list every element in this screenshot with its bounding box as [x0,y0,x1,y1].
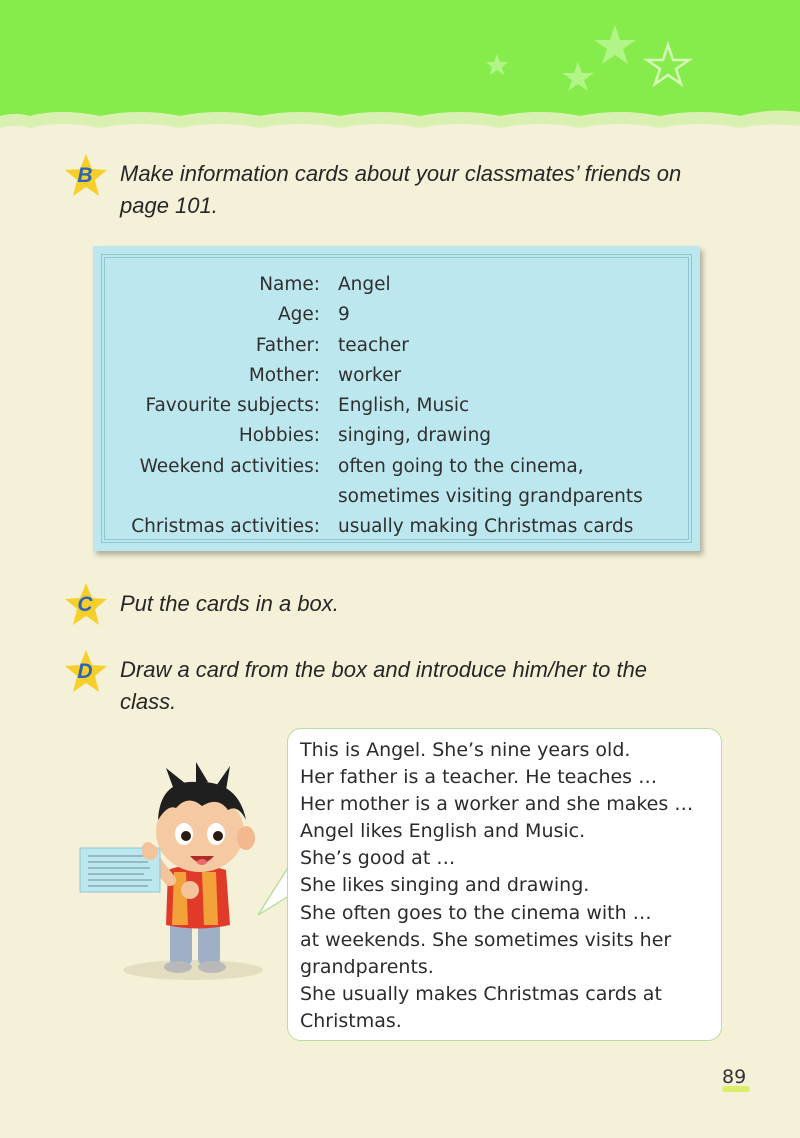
card-value: worker [338,364,402,386]
speech-line: She likes singing and drawing. [300,874,590,897]
section-badge-b [60,152,108,200]
card-row-mother [102,361,691,391]
card-label: Name: [259,274,320,295]
card-label: Weekend activities: [139,455,320,477]
card-value: usually making Christmas cards [338,516,634,538]
speech-line: Angel likes English and Music. [300,820,586,843]
boy-holding-card-icon [78,760,278,990]
card-value: singing, drawing [338,425,492,447]
information-card [93,246,700,551]
instruction-line: Make information cards about your classmates’ friends on [120,161,682,186]
card-value: English, Music [338,395,470,417]
section-badge-d [60,648,108,696]
instruction-d [120,654,740,718]
card-label: Hobbies: [238,425,320,447]
card-row-age [102,300,691,330]
instruction-line: page 101. [120,193,218,218]
speech-line: This is Angel. She’s nine years old. [300,739,631,761]
speech-line: Her mother is a worker and she makes … [300,793,694,816]
section-badge-c [60,581,108,629]
card-value: often going to the cinema, [338,455,584,477]
speech-line: She usually makes Christmas cards at [300,982,662,1005]
speech-line: Christmas. [300,1009,402,1032]
page-number: 89 [722,1066,747,1088]
speech-line: She often goes to the cinema with … [300,901,652,924]
card-row-christmas [102,512,691,542]
speech-text [300,737,721,1035]
card-row-father [102,331,691,361]
instruction-line: Put the cards in a box. [120,591,339,616]
instruction-c [120,588,740,620]
instruction-line: Draw a card from the box and introduce him/her to the [120,657,648,682]
section-letter: C [77,593,93,616]
card-label: Father: [255,334,320,356]
speech-line: grandparents. [300,955,434,978]
section-letter: D [77,660,93,683]
instruction-b [120,158,740,222]
card-label: Age: [277,304,320,326]
speech-line: Her father is a teacher. He teaches … [300,766,658,789]
card-row-weekend-cont [102,482,691,512]
card-label [102,482,338,512]
card-row-hobbies [102,421,691,451]
card-row-subjects [102,391,691,421]
card-row-name [102,270,691,300]
card-row-weekend [102,452,691,482]
header-band [0,0,800,150]
card-value: Angel [338,274,391,295]
card-value: sometimes visiting grandparents [338,486,643,508]
card-value: 9 [338,304,350,326]
section-letter: B [77,164,93,187]
card-label: Mother: [248,364,320,386]
speech-line: She’s good at … [300,847,456,870]
card-label: Favourite subjects: [145,395,320,417]
speech-bubble [287,728,722,1041]
card-value: teacher [338,334,409,356]
instruction-line: class. [120,689,177,714]
speech-line: at weekends. She sometimes visits her [300,928,672,951]
card-label: Christmas activities: [131,516,320,538]
